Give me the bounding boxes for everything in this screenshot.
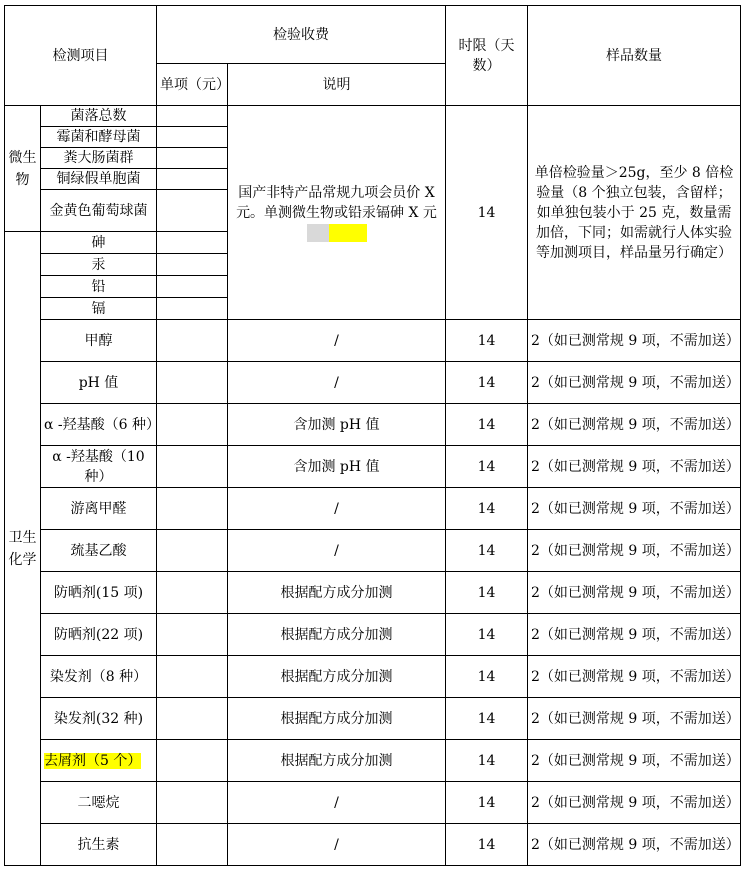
days-cell: 14 bbox=[446, 614, 528, 656]
unit-price-cell bbox=[157, 572, 228, 614]
item-name: 染发剂(32 种) bbox=[41, 698, 157, 740]
sample-cell: 2（如已测常规 9 项，不需加送） bbox=[528, 656, 741, 698]
header-fee-group: 检验收费 bbox=[157, 6, 446, 64]
unit-price-cell bbox=[157, 488, 228, 530]
sample-cell: 2（如已测常规 9 项，不需加送） bbox=[528, 362, 741, 404]
unit-price-cell bbox=[157, 298, 228, 320]
days-cell: 14 bbox=[446, 824, 528, 866]
micro-item: 霉菌和酵母菌 bbox=[41, 127, 157, 148]
unit-price-cell bbox=[157, 782, 228, 824]
days-cell: 14 bbox=[446, 404, 528, 446]
sample-cell: 2（如已测常规 9 项，不需加送） bbox=[528, 404, 741, 446]
unit-price-cell bbox=[157, 169, 228, 190]
header-sample: 样品数量 bbox=[528, 6, 741, 106]
micro-item: 金黄色葡萄球菌 bbox=[41, 190, 157, 232]
days-cell: 14 bbox=[446, 320, 528, 362]
header-note: 说明 bbox=[228, 64, 446, 106]
unit-price-cell bbox=[157, 127, 228, 148]
item-name: 游离甲醛 bbox=[41, 488, 157, 530]
sample-cell: 2（如已测常规 9 项，不需加送） bbox=[528, 488, 741, 530]
table-row bbox=[5, 614, 741, 656]
header-time-limit: 时限（天数） bbox=[446, 6, 528, 106]
days-cell: 14 bbox=[446, 530, 528, 572]
table-row bbox=[5, 404, 741, 446]
note-cell: 根据配方成分加测 bbox=[228, 656, 446, 698]
note-cell: 根据配方成分加测 bbox=[228, 614, 446, 656]
item-name: 防晒剂(22 项) bbox=[41, 614, 157, 656]
category-micro: 微生物 bbox=[5, 106, 41, 232]
group-days: 14 bbox=[446, 106, 528, 320]
days-cell: 14 bbox=[446, 782, 528, 824]
inspection-fee-table bbox=[4, 5, 741, 866]
table-row bbox=[5, 824, 741, 866]
group-note bbox=[228, 106, 446, 320]
days-cell: 14 bbox=[446, 740, 528, 782]
table-row bbox=[5, 530, 741, 572]
group-note-text: 国产非特产品常规九项会员价 X 元。单测微生物或铅汞镉砷 X 元 bbox=[236, 184, 437, 221]
unit-price-cell bbox=[157, 614, 228, 656]
days-cell: 14 bbox=[446, 362, 528, 404]
table-row bbox=[5, 782, 741, 824]
sample-cell: 2（如已测常规 9 项，不需加送） bbox=[528, 614, 741, 656]
table-row bbox=[5, 362, 741, 404]
yellow-highlight-block bbox=[329, 224, 367, 242]
table-row bbox=[5, 488, 741, 530]
micro-item: 粪大肠菌群 bbox=[41, 148, 157, 169]
days-cell: 14 bbox=[446, 572, 528, 614]
sample-cell: 2（如已测常规 9 项，不需加送） bbox=[528, 572, 741, 614]
note-cell: 含加测 pH 值 bbox=[228, 446, 446, 488]
item-name: α -羟基酸（10 种） bbox=[41, 446, 157, 488]
days-cell: 14 bbox=[446, 488, 528, 530]
days-cell: 14 bbox=[446, 698, 528, 740]
item-name bbox=[41, 740, 157, 782]
unit-price-cell bbox=[157, 276, 228, 298]
metal-item: 镉 bbox=[41, 298, 157, 320]
unit-price-cell bbox=[157, 148, 228, 169]
note-cell: 根据配方成分加测 bbox=[228, 740, 446, 782]
header-item: 检测项目 bbox=[5, 6, 157, 106]
item-name: α -羟基酸（6 种） bbox=[41, 404, 157, 446]
unit-price-cell bbox=[157, 320, 228, 362]
unit-price-cell bbox=[157, 446, 228, 488]
note-cell: / bbox=[228, 320, 446, 362]
unit-price-cell bbox=[157, 824, 228, 866]
days-cell: 14 bbox=[446, 656, 528, 698]
unit-price-cell bbox=[157, 232, 228, 254]
sample-cell: 2（如已测常规 9 项，不需加送） bbox=[528, 446, 741, 488]
table-row bbox=[5, 446, 741, 488]
note-cell: 根据配方成分加测 bbox=[228, 572, 446, 614]
unit-price-cell bbox=[157, 404, 228, 446]
table-row bbox=[5, 320, 741, 362]
unit-price-cell bbox=[157, 362, 228, 404]
table-row bbox=[5, 572, 741, 614]
item-name: 抗生素 bbox=[41, 824, 157, 866]
metal-item: 砷 bbox=[41, 232, 157, 254]
days-cell: 14 bbox=[446, 446, 528, 488]
sample-cell: 2（如已测常规 9 项，不需加送） bbox=[528, 320, 741, 362]
item-name: 防晒剂(15 项) bbox=[41, 572, 157, 614]
group-sample: 单倍检验量＞25g，至少 8 倍检验量（8 个独立包装，含留样；如单独包装小于 25 克，数量需加倍，下同；如需就行人体实验等加测项目，样品量另行确定） bbox=[528, 106, 741, 320]
metal-item: 铅 bbox=[41, 276, 157, 298]
metal-item: 汞 bbox=[41, 254, 157, 276]
note-cell: / bbox=[228, 824, 446, 866]
highlighted-item-name: 去屑剂（5 个） bbox=[44, 752, 142, 769]
note-cell: / bbox=[228, 782, 446, 824]
note-cell: / bbox=[228, 530, 446, 572]
unit-price-cell bbox=[157, 190, 228, 232]
item-name: 甲醇 bbox=[41, 320, 157, 362]
unit-price-cell bbox=[157, 740, 228, 782]
sample-cell: 2（如已测常规 9 项，不需加送） bbox=[528, 782, 741, 824]
unit-price-cell bbox=[157, 530, 228, 572]
unit-price-cell bbox=[157, 698, 228, 740]
note-cell: 含加测 pH 值 bbox=[228, 404, 446, 446]
item-name: pH 值 bbox=[41, 362, 157, 404]
item-name: 染发剂（8 种） bbox=[41, 656, 157, 698]
note-cell: / bbox=[228, 488, 446, 530]
table-row bbox=[5, 656, 741, 698]
sample-cell: 2（如已测常规 9 项，不需加送） bbox=[528, 740, 741, 782]
sample-cell: 2（如已测常规 9 项，不需加送） bbox=[528, 698, 741, 740]
sample-cell: 2（如已测常规 9 项，不需加送） bbox=[528, 530, 741, 572]
item-name: 巯基乙酸 bbox=[41, 530, 157, 572]
micro-item: 菌落总数 bbox=[41, 106, 157, 127]
item-name: 二噁烷 bbox=[41, 782, 157, 824]
note-cell: 根据配方成分加测 bbox=[228, 698, 446, 740]
category-chem: 卫生化学 bbox=[5, 232, 41, 866]
table-row bbox=[5, 740, 741, 782]
unit-price-cell bbox=[157, 254, 228, 276]
table-row bbox=[5, 698, 741, 740]
micro-item: 铜绿假单胞菌 bbox=[41, 169, 157, 190]
header-unit-price: 单项（元） bbox=[157, 64, 228, 106]
note-cell: / bbox=[228, 362, 446, 404]
unit-price-cell bbox=[157, 656, 228, 698]
gray-highlight-block bbox=[307, 224, 329, 242]
unit-price-cell bbox=[157, 106, 228, 127]
sample-cell: 2（如已测常规 9 项，不需加送） bbox=[528, 824, 741, 866]
